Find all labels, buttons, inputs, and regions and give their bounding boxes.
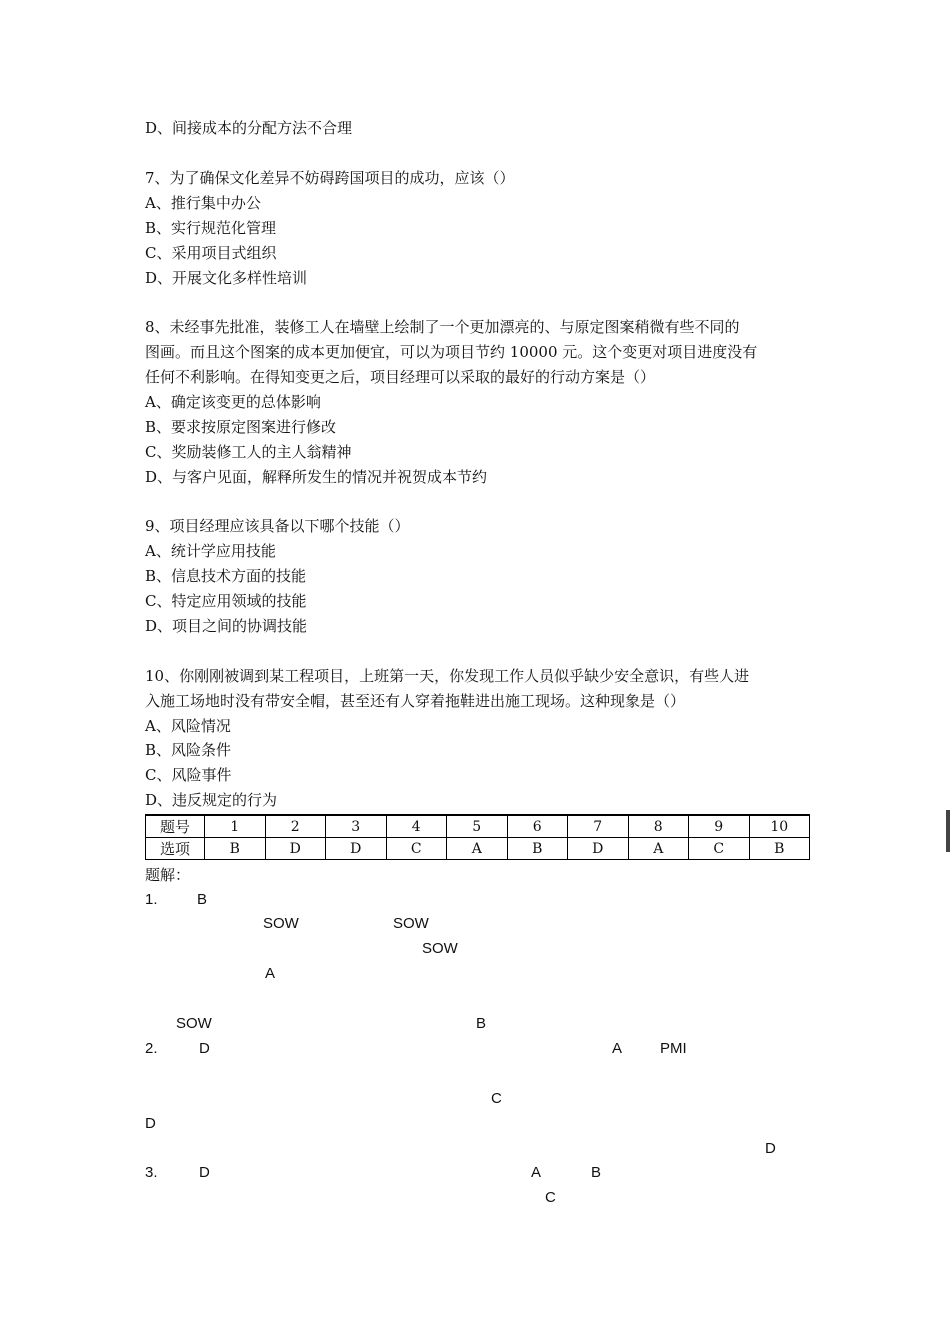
table-number-cell: 7 (568, 815, 629, 838)
solution-2-fragment: D (765, 1140, 776, 1157)
q8-option-a: A、确定该变更的总体影响 (145, 393, 321, 411)
q9-option-a: A、统计学应用技能 (145, 542, 276, 560)
q10-option-d: D、违反规定的行为 (145, 791, 278, 809)
table-number-cell: 10 (749, 815, 810, 838)
solution-3-fragment: C (545, 1189, 556, 1206)
solution-2-number: 2. (145, 1040, 158, 1057)
page-edge-mark (946, 810, 950, 852)
answer-table-number-row (146, 815, 810, 838)
q8-stem-line-2: 图画。而且这个图案的成本更加便宜，可以为项目节约 10000 元。这个变更对项目进度没有 (145, 343, 758, 361)
answer-table (145, 814, 810, 860)
table-answer-cell: D (568, 838, 629, 860)
solution-1-fragment: SOW (393, 915, 429, 932)
solution-2-fragment: A (612, 1040, 623, 1057)
q7-option-c: C、采用项目式组织 (145, 244, 277, 262)
solution-3-fragment: A (531, 1164, 542, 1181)
table-number-cell: 4 (386, 815, 447, 838)
table-answer-cell: A (447, 838, 508, 860)
q10-stem-line-1: 10、你刚刚被调到某工程项目，上班第一天，你发现工作人员似乎缺少安全意识，有些人进 (145, 667, 750, 685)
q7-stem: 7、为了确保文化差异不妨碍跨国项目的成功，应该（） (145, 169, 515, 187)
q9-stem: 9、项目经理应该具备以下哪个技能（） (145, 517, 410, 535)
q10-option-a: A、风险情况 (145, 717, 231, 735)
table-number-cell: 1 (205, 815, 266, 838)
table-answer-cell: C (386, 838, 447, 860)
table-number-cell: 2 (265, 815, 326, 838)
solution-2-fragment: C (491, 1090, 502, 1107)
q10-option-c: C、风险事件 (145, 766, 232, 784)
solution-1-answer: B (197, 891, 208, 908)
q10-stem-line-2: 入施工场地时没有带安全帽，甚至还有人穿着拖鞋进出施工现场。这种现象是（） (145, 692, 686, 710)
table-answer-cell: A (628, 838, 689, 860)
solutions-heading: 题解： (145, 866, 191, 884)
table-answer-cell: D (265, 838, 326, 860)
table-label-answer: 选项 (146, 838, 205, 860)
table-number-cell: 6 (507, 815, 568, 838)
table-number-cell: 9 (689, 815, 750, 838)
q9-option-b: B、信息技术方面的技能 (145, 567, 307, 585)
q9-option-d: D、项目之间的协调技能 (145, 617, 308, 635)
q8-option-c: C、奖励装修工人的主人翁精神 (145, 443, 352, 461)
q10-option-b: B、风险条件 (145, 741, 232, 759)
table-number-cell: 5 (447, 815, 508, 838)
table-answer-cell: C (689, 838, 750, 860)
q8-option-b: B、要求按原定图案进行修改 (145, 418, 337, 436)
solution-3-answer: D (199, 1164, 210, 1181)
solution-3-number: 3. (145, 1164, 158, 1181)
answer-table-answer-row (146, 838, 810, 860)
q8-stem-line-3: 任何不利影响。在得知变更之后，项目经理可以采取的最好的行动方案是（） (145, 368, 656, 386)
solution-2-fragment: PMI (660, 1040, 687, 1057)
solution-2-answer: D (199, 1040, 210, 1057)
solution-1-fragment: SOW (263, 915, 299, 932)
solution-1-fragment: SOW (176, 1015, 212, 1032)
table-answer-cell: D (326, 838, 387, 860)
table-number-cell: 8 (628, 815, 689, 838)
solution-1-fragment: B (476, 1015, 487, 1032)
solution-1-fragment: A (265, 965, 276, 982)
solution-1-fragment: SOW (422, 940, 458, 957)
solution-3-fragment: B (591, 1164, 602, 1181)
table-number-cell: 3 (326, 815, 387, 838)
q7-option-b: B、实行规范化管理 (145, 219, 277, 237)
solution-2-fragment: D (145, 1115, 156, 1132)
q7-option-d: D、开展文化多样性培训 (145, 269, 308, 287)
table-label-number: 题号 (146, 815, 205, 838)
table-answer-cell: B (507, 838, 568, 860)
q7-option-a: A、推行集中办公 (145, 194, 261, 212)
q8-option-d: D、与客户见面，解释所发生的情况并祝贺成本节约 (145, 468, 488, 486)
q9-option-c: C、特定应用领域的技能 (145, 592, 307, 610)
table-answer-cell: B (205, 838, 266, 860)
q8-stem-line-1: 8、未经事先批准，装修工人在墙壁上绘制了一个更加漂亮的、与原定图案稍微有些不同的 (145, 318, 740, 336)
q6-option-d: D、间接成本的分配方法不合理 (145, 119, 353, 137)
solution-1-number: 1. (145, 891, 158, 908)
table-answer-cell: B (749, 838, 810, 860)
